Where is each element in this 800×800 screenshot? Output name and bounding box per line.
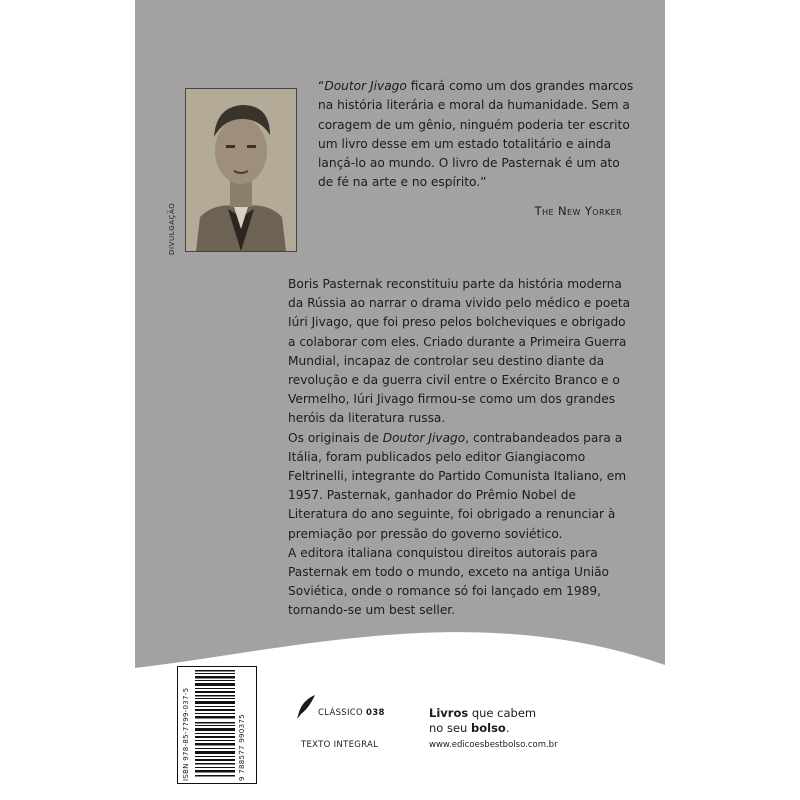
quote-text: ficará como um dos grandes marcos na história literária e moral da humanidade. Sem a coragem de um gênio, ninguém poderia ter escrito um livro desse em um estado totalitário e ainda lançá-lo ao mundo. O livro de Pasternak é um ato de fé na arte e no espírito.” xyxy=(318,79,634,190)
back-cover xyxy=(135,0,665,800)
isbn-number: ISBN 978-85-7799-037-5 xyxy=(182,687,190,781)
synopsis-paragraph-1: Boris Pasternak reconstituiu parte da história moderna da Rússia ao narrar o drama vivido pelo médico e poeta Iúri Jivago, que foi preso pelos bolcheviques e obrigado a colaborar com eles. Criado durante a Primeira Guerra Mundial, incapaz de controlar seu destino diante da revolução e da guerra civil entre o Exército Branco e o Vermelho, Iúri Jivago firmou-se como um dos grandes heróis da literatura russa. xyxy=(288,277,631,426)
quote-open-mark: “ xyxy=(318,79,325,93)
press-quote xyxy=(318,77,638,193)
publisher-website: www.edicoesbestbolso.com.br xyxy=(429,740,558,750)
synopsis-paragraph-2: Os originais de Doutor Jivago, contrabandeados para a Itália, foram publicados pelo editor Giangiacomo Feltrinelli, integrante do Partido Comunista Italiano, em 1957. Pasternak, ganhador do Prêmio Nobel de Literatura do ano seguinte, foi obrigado a renunciar à premiação por pressão do governo soviético. xyxy=(288,430,627,541)
author-photo xyxy=(185,88,297,252)
barcode-icon xyxy=(195,670,235,778)
synopsis xyxy=(288,275,633,621)
publisher-tagline-line-2: no seu bolso. xyxy=(429,721,510,735)
barcode-digits: 9 788577 990375 xyxy=(238,714,246,781)
quill-pen-icon xyxy=(295,694,317,720)
text-integral-label: TEXTO INTEGRAL xyxy=(301,740,379,750)
publisher-tagline-line-1: Livros que cabem xyxy=(429,706,537,720)
synopsis-paragraph-3: A editora italiana conquistou direitos autorais para Pasternak em todo o mundo, exceto na antiga União Soviética, onde o romance só foi lançado em 1989, tornando-se um best seller. xyxy=(288,545,610,618)
quote-source: The New Yorker xyxy=(534,204,622,218)
photo-credit: DIVULGAÇÃO xyxy=(168,202,176,255)
series-label: CLÁSSICO 038 xyxy=(318,708,385,718)
quote-book-title: Doutor Jivago xyxy=(324,79,407,93)
